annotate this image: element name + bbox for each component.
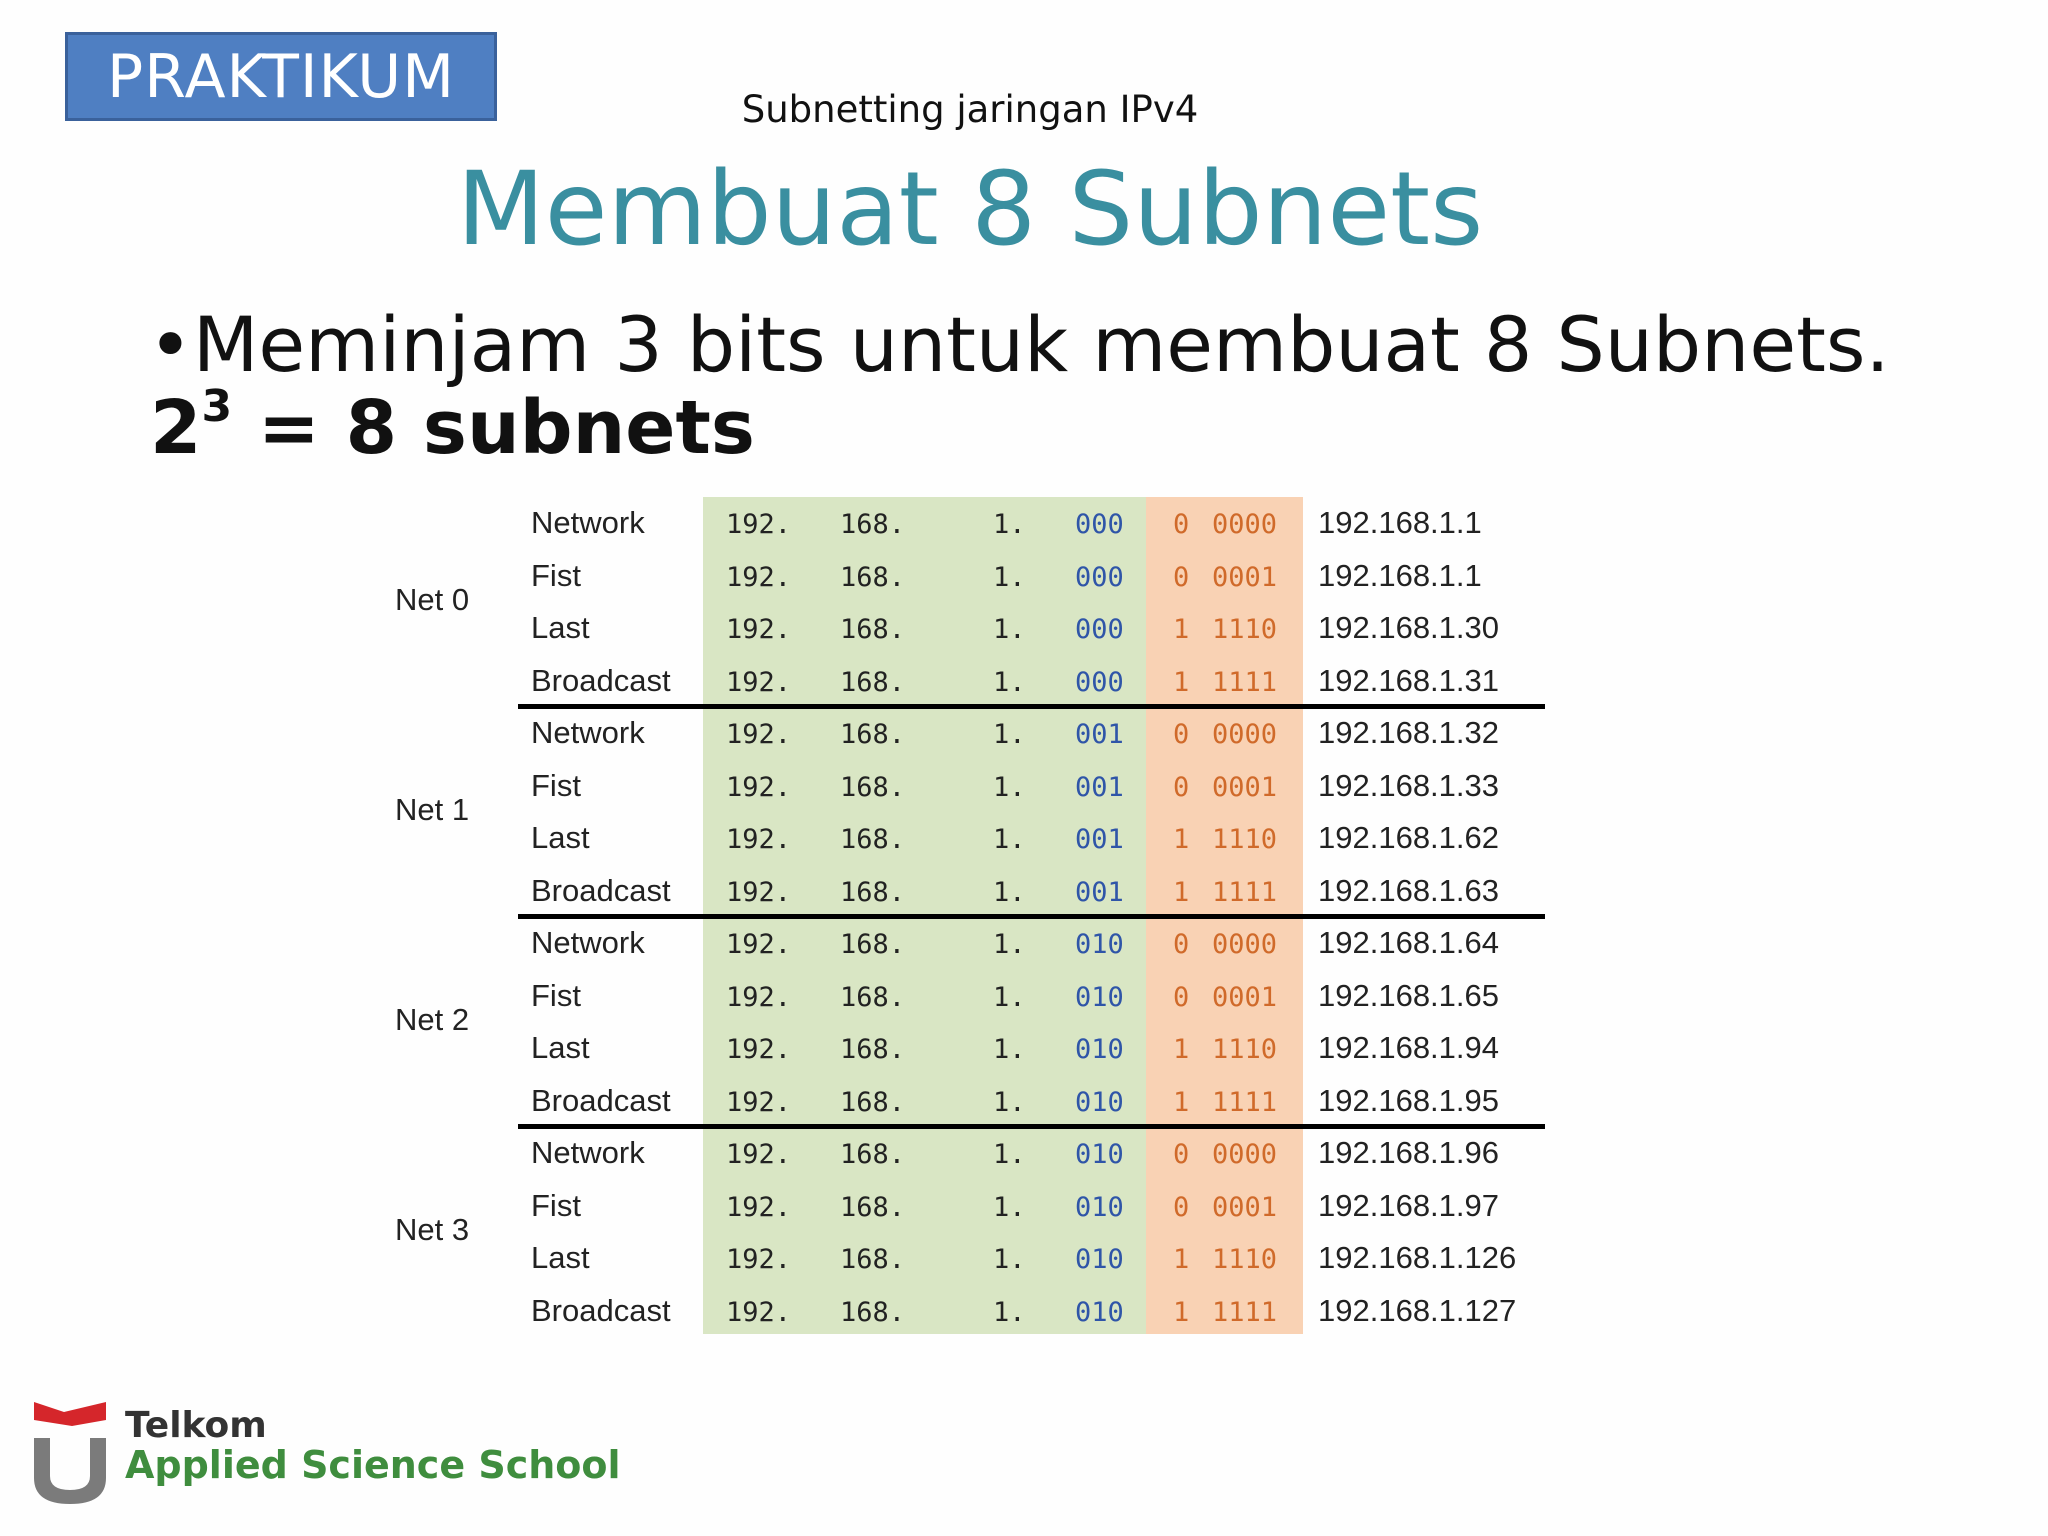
octet-3: 1. [993,824,1026,855]
octet-3: 1. [993,614,1026,645]
octet-1: 192. [726,1296,792,1328]
host-bit-high: 0 [1173,509,1190,540]
host-bits-low: 0000 [1212,929,1278,960]
host-bits-low: 0001 [1212,561,1278,593]
host-bit-high: 1 [1173,1086,1190,1118]
ip-address: 192.168.1.30 [1318,610,1500,645]
table-row [0,602,1600,654]
logo-telkom-text: Telkom [125,1405,267,1446]
table-row [0,1232,1600,1284]
octet-3: 1. [993,561,1026,593]
formula-exponent: 3 [201,381,233,433]
octet-1: 192. [726,561,792,593]
octet-1: 192. [726,1139,792,1170]
row-label: Broadcast [531,662,671,698]
subnet-bits: 010 [1075,1034,1124,1065]
octet-2: 168. [840,614,906,645]
octet-2: 168. [840,876,906,908]
subnet-bits: 010 [1075,1086,1124,1118]
octet-3: 1. [993,771,1026,803]
octet-3: 1. [993,1244,1026,1275]
host-bit-high: 1 [1173,1244,1190,1275]
ip-address: 192.168.1.1 [1318,505,1482,540]
subnet-bits: 010 [1075,981,1124,1013]
host-bits-low: 1110 [1212,614,1278,645]
octet-1: 192. [726,981,792,1013]
ip-address: 192.168.1.1 [1318,557,1482,593]
octet-1: 192. [726,666,792,698]
net-label: Net 0 [395,582,470,617]
octet-1: 192. [726,1034,792,1065]
net-label: Net 1 [395,792,470,827]
row-label: Last [531,610,590,645]
host-bit-high: 0 [1173,981,1190,1013]
ip-address: 192.168.1.33 [1318,767,1500,803]
ip-address: 192.168.1.126 [1318,1240,1517,1275]
ip-address: 192.168.1.127 [1318,1292,1517,1328]
octet-1: 192. [726,509,792,540]
table-row [0,1285,1600,1337]
table-row [0,760,1600,812]
subnet-bits: 010 [1075,1244,1124,1275]
host-bit-high: 0 [1173,719,1190,750]
row-label: Last [531,820,590,855]
host-bits-low: 0001 [1212,981,1278,1013]
host-bit-high: 1 [1173,666,1190,698]
subnet-bits: 001 [1075,719,1124,750]
octet-3: 1. [993,981,1026,1013]
bullet-text: •Meminjam 3 bits untuk membuat 8 Subnets. [148,300,1890,389]
row-label: Last [531,1030,590,1065]
table-row [0,1075,1600,1127]
host-bit-high: 1 [1173,1034,1190,1065]
row-label: Network [531,505,645,540]
host-bits-low: 0000 [1212,719,1278,750]
formula-base: 2 [150,385,202,471]
octet-2: 168. [840,1034,906,1065]
subnet-bits: 000 [1075,509,1124,540]
octet-3: 1. [993,719,1026,750]
octet-3: 1. [993,1191,1026,1223]
octet-2: 168. [840,719,906,750]
row-label: Broadcast [531,1082,671,1118]
host-bit-high: 0 [1173,929,1190,960]
octet-2: 168. [840,666,906,698]
octet-1: 192. [726,876,792,908]
octet-2: 168. [840,771,906,803]
host-bit-high: 0 [1173,1191,1190,1223]
octet-3: 1. [993,666,1026,698]
table-row [0,655,1600,707]
host-bit-high: 1 [1173,1296,1190,1328]
octet-1: 192. [726,1086,792,1118]
host-bit-high: 0 [1173,771,1190,803]
ip-address: 192.168.1.94 [1318,1030,1500,1065]
octet-1: 192. [726,1191,792,1223]
octet-3: 1. [993,1296,1026,1328]
row-label: Last [531,1240,590,1275]
host-bit-high: 1 [1173,876,1190,908]
host-bit-high: 0 [1173,1139,1190,1170]
formula-text [150,381,755,471]
slide-title: Membuat 8 Subnets [456,150,1484,269]
host-bit-high: 1 [1173,824,1190,855]
octet-2: 168. [840,981,906,1013]
subnet-bits: 010 [1075,1296,1124,1328]
net-label: Net 3 [395,1212,470,1247]
host-bit-high: 0 [1173,561,1190,593]
octet-1: 192. [726,929,792,960]
octet-2: 168. [840,509,906,540]
subnet-bits: 010 [1075,1139,1124,1170]
row-label: Broadcast [531,872,671,908]
slide-subtitle: Subnetting jaringan IPv4 [741,88,1199,131]
row-label: Fist [531,767,581,803]
host-bits-low: 1110 [1212,824,1278,855]
row-label: Broadcast [531,1292,671,1328]
octet-1: 192. [726,824,792,855]
row-label: Fist [531,557,581,593]
ip-address: 192.168.1.95 [1318,1082,1500,1118]
octet-3: 1. [993,929,1026,960]
host-bits-low: 0000 [1212,509,1278,540]
table-row [0,550,1600,602]
octet-2: 168. [840,929,906,960]
host-bits-low: 0000 [1212,1139,1278,1170]
octet-3: 1. [993,1086,1026,1118]
table-row [0,1180,1600,1232]
host-bits-low: 1111 [1212,1296,1278,1328]
subnet-bits: 010 [1075,1191,1124,1223]
host-bits-low: 0001 [1212,771,1278,803]
row-label: Network [531,925,645,960]
subnet-bits: 001 [1075,771,1124,803]
row-label: Network [531,715,645,750]
subnet-bits: 001 [1075,824,1124,855]
host-bits-low: 0001 [1212,1191,1278,1223]
subnet-bits: 010 [1075,929,1124,960]
row-label: Fist [531,1187,581,1223]
octet-3: 1. [993,1034,1026,1065]
octet-2: 168. [840,561,906,593]
octet-1: 192. [726,1244,792,1275]
octet-2: 168. [840,1086,906,1118]
row-label: Fist [531,977,581,1013]
table-row [0,865,1600,917]
ip-address: 192.168.1.64 [1318,925,1500,960]
host-bits-low: 1111 [1212,666,1278,698]
octet-2: 168. [840,1244,906,1275]
host-bits-low: 1110 [1212,1244,1278,1275]
ip-address: 192.168.1.63 [1318,872,1500,908]
table-row [0,1022,1600,1074]
table-row [0,1127,1600,1179]
ip-address: 192.168.1.62 [1318,820,1500,855]
octet-1: 192. [726,719,792,750]
octet-2: 168. [840,1139,906,1170]
octet-3: 1. [993,876,1026,908]
table-row [0,812,1600,864]
praktikum-badge: PRAKTIKUM [65,32,497,121]
formula-rest: = 8 subnets [232,385,755,471]
octet-1: 192. [726,614,792,645]
ip-address: 192.168.1.31 [1318,662,1500,698]
ip-address: 192.168.1.32 [1318,715,1500,750]
octet-1: 192. [726,771,792,803]
table-row [0,707,1600,759]
subnet-bits: 000 [1075,666,1124,698]
table-row [0,917,1600,969]
octet-2: 168. [840,1191,906,1223]
host-bit-high: 1 [1173,614,1190,645]
subnet-bits: 000 [1075,614,1124,645]
octet-2: 168. [840,1296,906,1328]
telkom-logo-icon [30,1398,110,1508]
subnet-bits: 001 [1075,876,1124,908]
row-label: Network [531,1135,645,1170]
ip-address: 192.168.1.96 [1318,1135,1500,1170]
table-row [0,970,1600,1022]
host-bits-low: 1111 [1212,876,1278,908]
octet-2: 168. [840,824,906,855]
octet-3: 1. [993,509,1026,540]
subnet-bits: 000 [1075,561,1124,593]
host-bits-low: 1110 [1212,1034,1278,1065]
ip-address: 192.168.1.65 [1318,977,1500,1013]
octet-3: 1. [993,1139,1026,1170]
host-bits-low: 1111 [1212,1086,1278,1118]
net-label: Net 2 [395,1002,470,1037]
ip-address: 192.168.1.97 [1318,1187,1500,1223]
table-row [0,497,1600,549]
logo-school-text: Applied Science School [125,1443,621,1487]
